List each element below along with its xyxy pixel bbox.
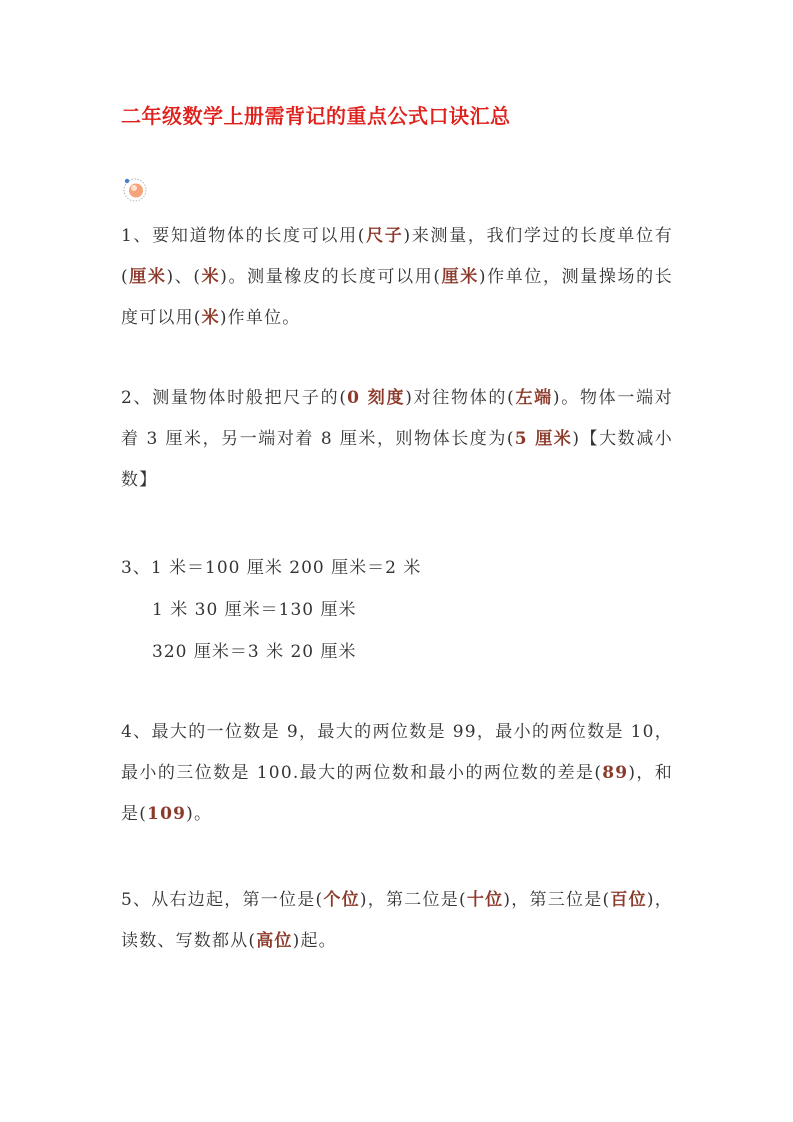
answer-highlight: 十位 [466, 890, 504, 910]
conversion-line-3: 320 厘米＝3 米 20 厘米 [152, 642, 357, 662]
answer-highlight: 厘米 [441, 267, 479, 287]
paragraph-5: 5、从右边起，第一位是(个位)，第二位是(十位)，第三位是(百位)，读数、写数都从(高位)起。 [121, 890, 673, 951]
answer-highlight: 高位 [256, 931, 293, 951]
conversion-line-2: 1 米 30 厘米＝130 厘米 [152, 600, 357, 620]
answer-highlight: 尺子 [365, 226, 404, 246]
document-title: 二年级数学上册需背记的重点公式口诀汇总 [121, 104, 511, 128]
paragraph-1: 1、要知道物体的长度可以用(尺子)来测量，我们学过的长度单位有(厘米)、(米)。测量橡皮的长度可以用(厘米)作单位，测量操场的长度可以用(米)作单位。 [121, 226, 673, 328]
answer-highlight: 厘米 [128, 267, 167, 287]
answer-highlight: 109 [147, 804, 187, 824]
answer-highlight: 89 [602, 763, 629, 783]
conversion-line-1: 3、1 米＝100 厘米 200 厘米＝2 米 [121, 558, 422, 578]
answer-highlight: 5 厘米 [514, 429, 573, 449]
answer-highlight: 百位 [610, 890, 647, 910]
answer-highlight: 米 [201, 308, 220, 328]
answer-highlight: 0 刻度 [347, 388, 406, 408]
paragraph-4: 4、最大的一位数是 9，最大的两位数是 99，最小的两位数是 10，最小的三位数是 100.最大的两位数和最小的两位数的差是(89)，和是(109)。 [121, 722, 674, 824]
answer-highlight: 左端 [514, 388, 553, 408]
paragraph-2: 2、测量物体时般把尺子的(0 刻度)对往物体的(左端)。物体一端对着 3 厘米，另一端对着 8 厘米，则物体长度为(5 厘米)【大数减小数】 [121, 388, 673, 490]
answer-highlight: 个位 [323, 890, 360, 910]
answer-highlight: 米 [201, 267, 221, 287]
circle-dot-ornament-icon [120, 175, 150, 205]
